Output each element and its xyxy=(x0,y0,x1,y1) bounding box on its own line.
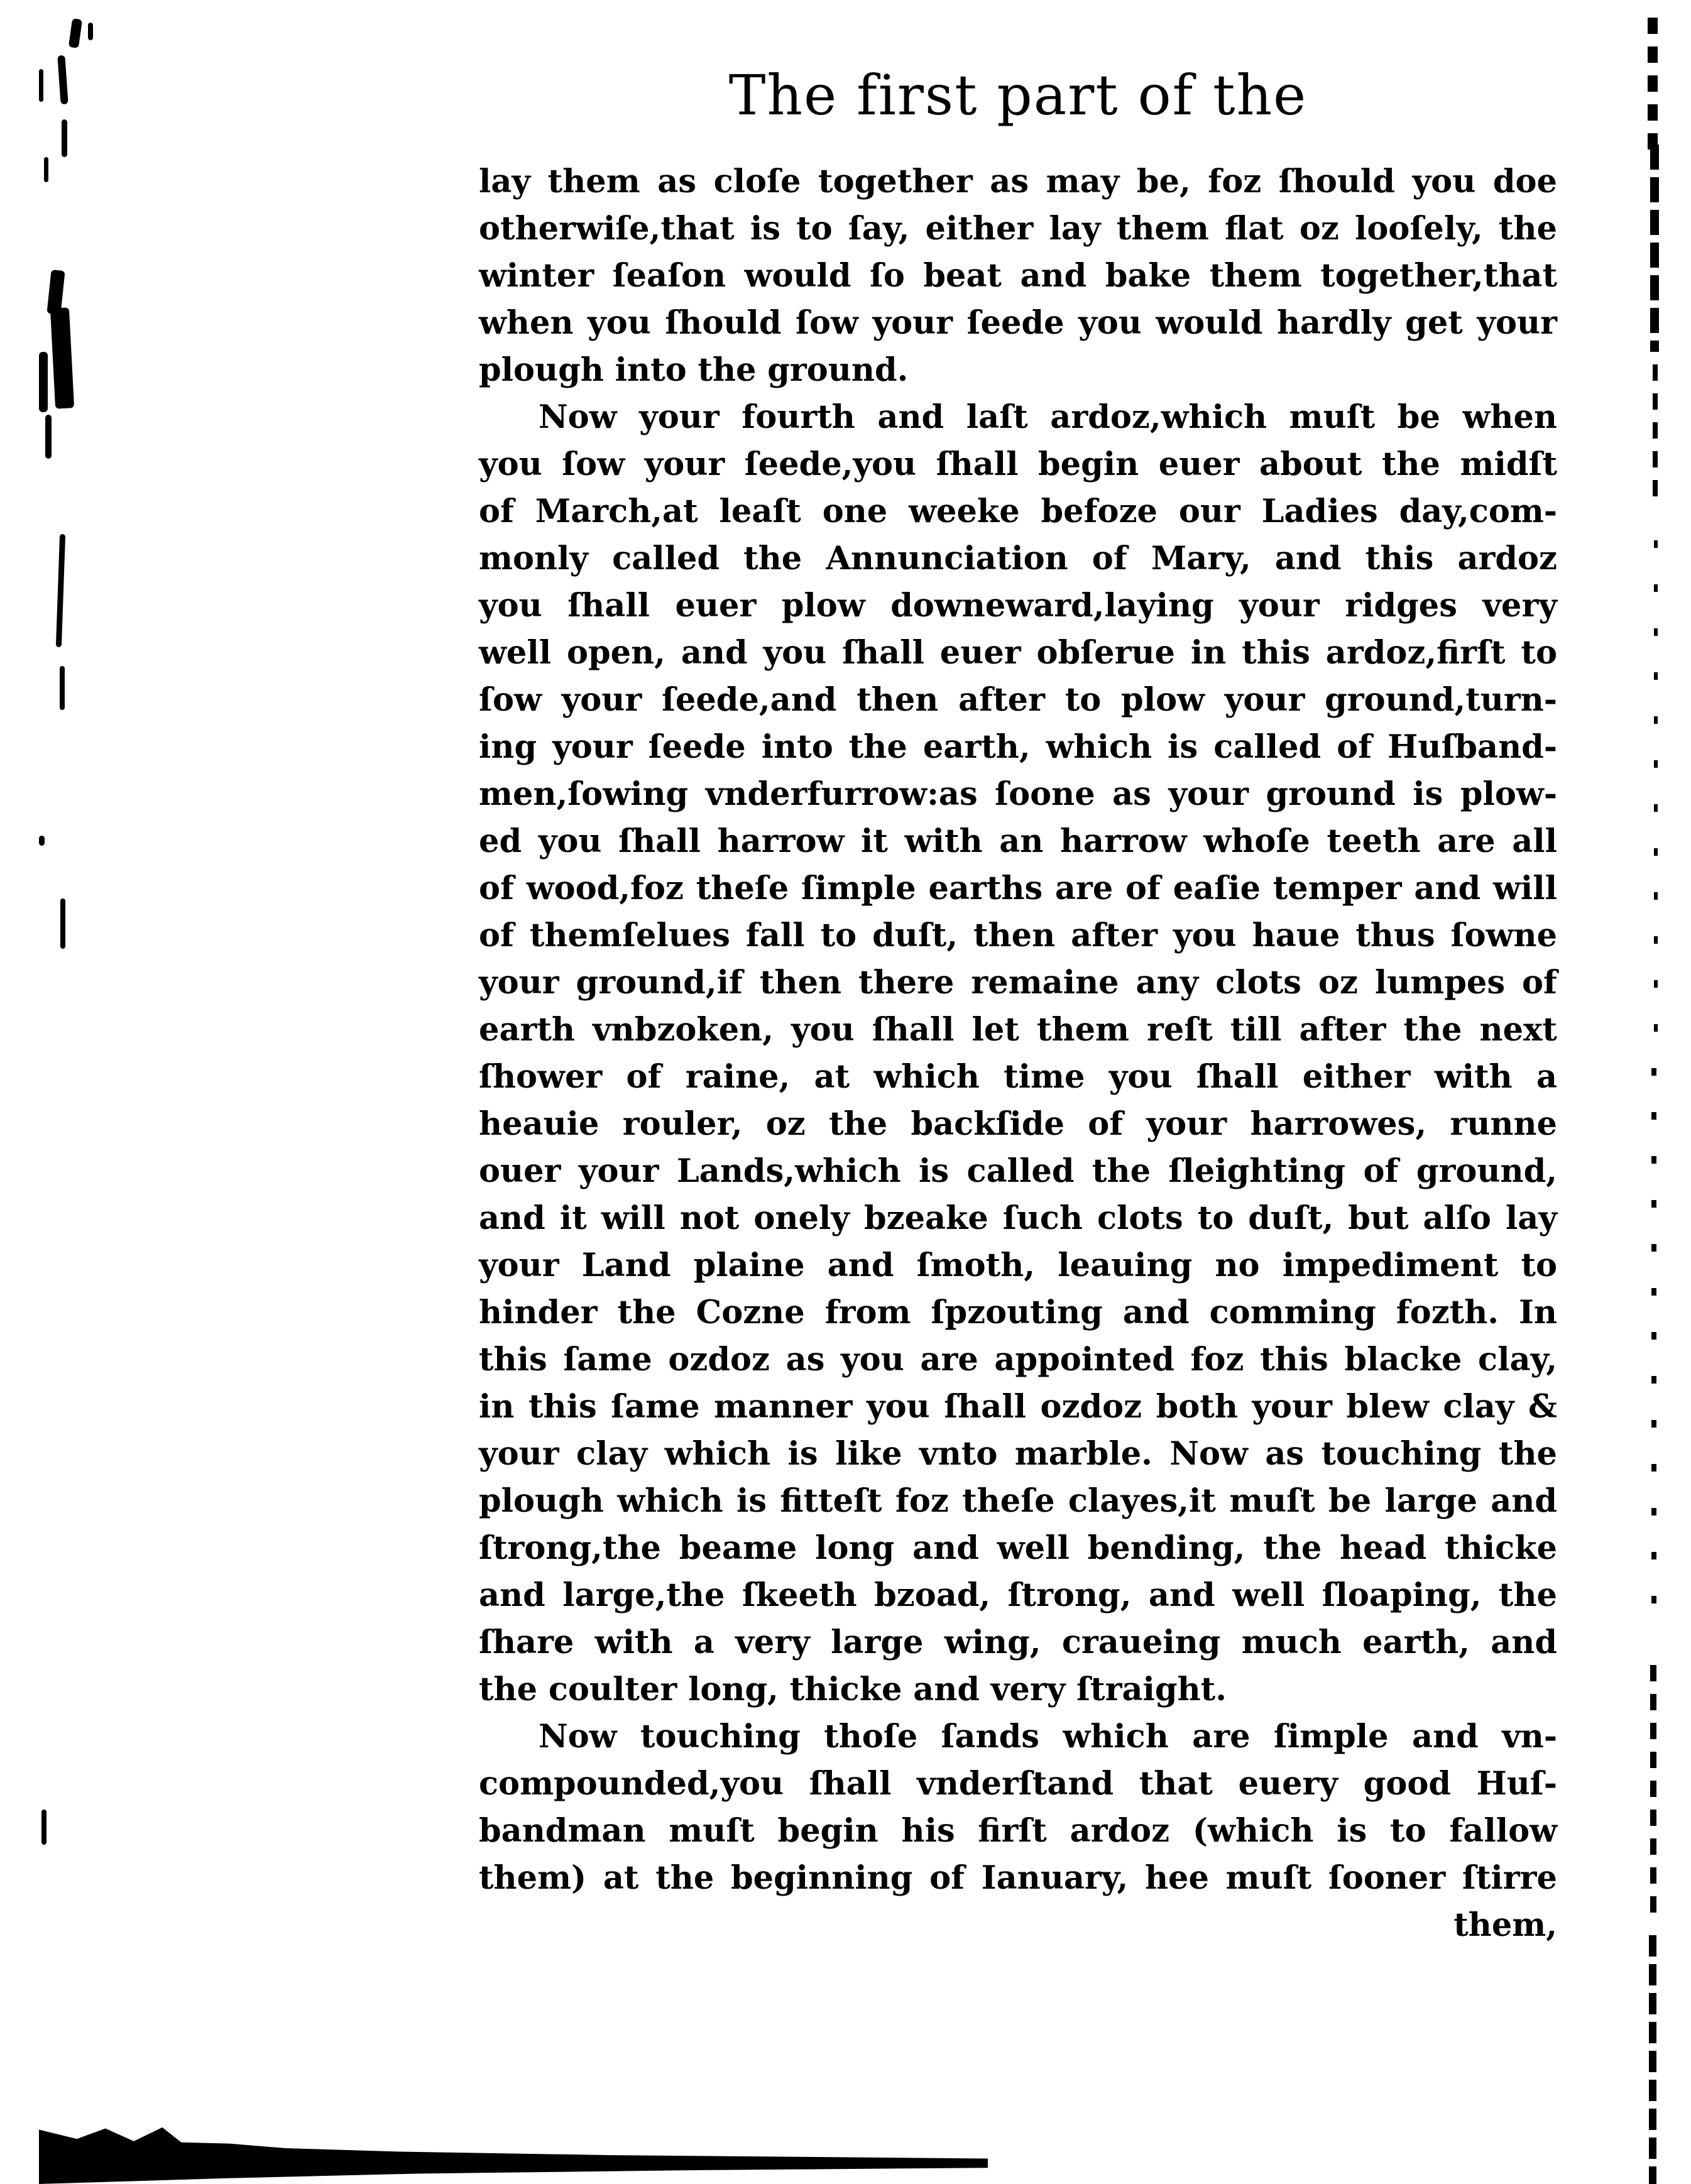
text-line: plough which is fitteſt foz theſe clayes,it muſt be large and xyxy=(479,1482,1557,1520)
paragraph xyxy=(479,394,1557,1713)
binding-streak-right xyxy=(1654,540,1658,1043)
binding-streak-right xyxy=(1653,364,1658,503)
paragraph xyxy=(479,1713,1557,1902)
text-line: ſhower of raine, at which time you ſhall either with a xyxy=(479,1058,1557,1096)
text-line: lay them as cloſe together as may be, foz ſhould you doe xyxy=(479,163,1557,200)
text-line: you ſhall euer plow downeward,laying your ridges very xyxy=(479,587,1557,625)
text-line: the coulter long, thicke and very ſtraight. xyxy=(479,1671,1227,1708)
margin-ink-mark xyxy=(88,23,93,40)
text-line: ouer your Lands,which is called the ſleighting of ground, xyxy=(479,1152,1557,1190)
text-line: when you ſhould ſow your ſeede you would hardly get your xyxy=(479,304,1557,342)
binding-streak-right xyxy=(1650,145,1659,352)
text-line: hinder the Cozne from ſpzouting and comming fozth. In xyxy=(479,1294,1557,1331)
text-line: bandman muſt begin his firſt ardoz (which is to fallow xyxy=(479,1812,1557,1850)
text-line: this ſame ozdoz as you are appointed foz this blacke clay, xyxy=(479,1341,1557,1379)
text-line: of themſelues fall to duſt, then after you haue thus ſowne xyxy=(479,917,1557,954)
text-line: and large,the ſkeeth bzoad, ſtrong, and well ſloaping, the xyxy=(479,1576,1557,1614)
running-header: The first part of the xyxy=(728,63,1308,128)
paragraph xyxy=(479,158,1557,394)
text-line: your clay which is like vnto marble. Now as touching the xyxy=(479,1435,1557,1473)
margin-ink-mark xyxy=(39,352,48,412)
margin-ink-mark xyxy=(44,157,48,182)
margin-ink-mark xyxy=(62,119,67,157)
margin-ink-mark xyxy=(60,898,65,949)
text-line: otherwiſe,that is to ſay, either lay them flat oz looſely, the xyxy=(479,210,1557,248)
margin-ink-mark xyxy=(50,307,74,408)
text-line: your Land plaine and ſmoth, leauing no impediment to xyxy=(479,1247,1557,1284)
text-line: winter ſeaſon would ſo beat and bake them together,that xyxy=(479,257,1557,295)
text-line: them) at the beginning of Ianuary, hee muſt ſooner ſtirre xyxy=(479,1859,1557,1897)
text-line: ſtrong,the beame long and well bending, the head thicke xyxy=(479,1529,1557,1567)
text-line: monly called the Annunciation of Mary, and this ardoz xyxy=(479,540,1557,577)
text-line: ſhare with a very large wing, craueing much earth, and xyxy=(479,1624,1557,1661)
text-line: of March,at leaſt one weeke befoze our Ladies day,com- xyxy=(479,493,1557,530)
text-line: you ſow your ſeede,you ſhall begin euer about the midſt xyxy=(479,445,1557,483)
text-line: men,ſowing vnderfurrow:as ſoone as your ground is plow- xyxy=(479,775,1557,813)
binding-streak-right xyxy=(1651,1068,1656,1634)
text-line: compounded,you ſhall vnderſtand that euery good Huſ- xyxy=(479,1765,1557,1803)
margin-ink-mark xyxy=(57,55,68,105)
text-line: earth vnbzoken, you ſhall let them reſt till after the next xyxy=(479,1011,1557,1049)
text-line: Now your fourth and laſt ardoz,which muſt be when xyxy=(539,398,1557,436)
text-line: Now touching thoſe ſands which are ſimple and vn- xyxy=(539,1718,1557,1755)
text-line: in this ſame manner you ſhall ozdoz both your blew clay & xyxy=(479,1388,1557,1426)
text-line: ing your ſeede into the earth, which is called of Huſband- xyxy=(479,728,1557,766)
text-line: of wood,foz theſe ſimple earths are of eaſie temper and will xyxy=(479,870,1557,907)
catchword: them, xyxy=(1453,1906,1557,1944)
margin-ink-mark xyxy=(39,836,45,846)
text-line: plough into the ground. xyxy=(479,351,909,389)
catchword-row xyxy=(479,1902,1557,1949)
binding-streak-right xyxy=(1648,18,1658,150)
text-line: ed you ſhall harrow it with an harrow whoſe teeth are all xyxy=(479,822,1557,860)
ink-smudge-bottom-left xyxy=(39,2126,988,2184)
margin-ink-mark xyxy=(45,415,52,459)
margin-ink-mark xyxy=(56,534,65,647)
text-line: well open, and you ſhall euer obſerue in this ardoz,firſt to xyxy=(479,634,1557,672)
text-line: heauie rouler, oz the backſide of your harrowes, runne xyxy=(479,1105,1557,1143)
margin-ink-mark xyxy=(60,666,65,710)
margin-ink-mark xyxy=(68,18,82,48)
binding-streak-right xyxy=(1650,1665,1656,1916)
text-line: your ground,if then there remaine any clots oz lumpes of xyxy=(479,964,1557,1002)
text-line: ſow your ſeede,and then after to plow your ground,turn- xyxy=(479,681,1557,719)
margin-ink-mark xyxy=(41,1810,47,1845)
margin-ink-mark xyxy=(39,69,43,102)
text-line: and it will not onely bzeake ſuch clots to duſt, but alſo lay xyxy=(479,1199,1557,1237)
binding-streak-right xyxy=(1649,1935,1656,2184)
body-text xyxy=(479,158,1557,1902)
